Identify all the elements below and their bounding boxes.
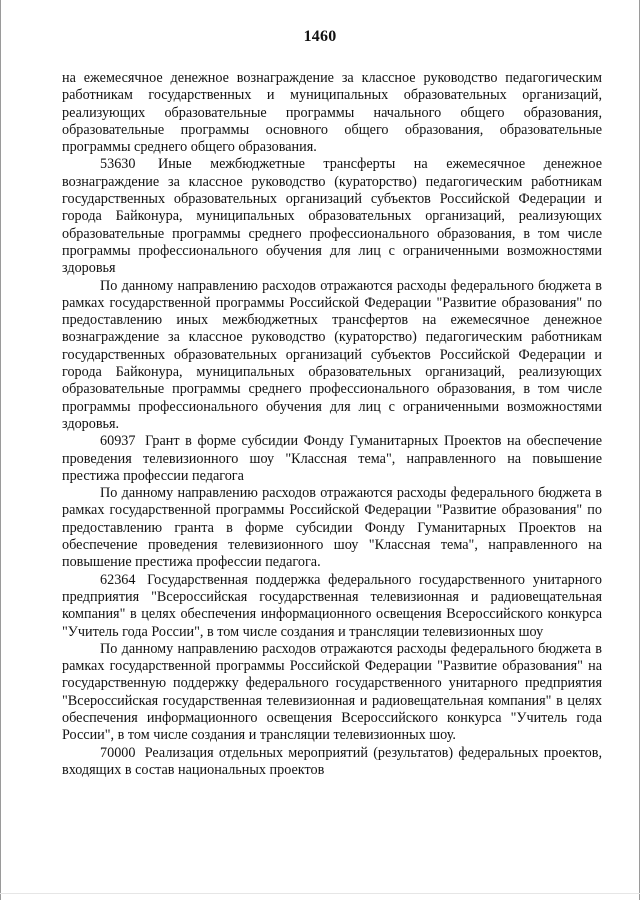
paragraph-text: Иные межбюджетные трансферты на ежемесячное денежное вознаграждение за классное руководство (кураторство) педагогическим работникам государственных образовательных организаций субъектов Российской Федерации и города Байконура, муниципальных образовательных организаций, реализующих образовательные программы среднего профессионального образования, в том числе программы профессионального обучения для лиц с ограниченными возможностями здоровья [62,156,602,277]
paragraph-description [62,278,602,434]
document-body [62,70,602,779]
paragraph-text: Реализация отдельных мероприятий (результатов) федеральных проектов, входящих в состав национальных проектов [62,744,602,778]
paragraph-code-62364 [62,572,602,641]
paragraph-description [62,485,602,571]
expense-code: 60937 [100,433,136,450]
expense-code: 53630 [100,156,136,173]
expense-code: 62364 [100,571,136,588]
paragraph-text: По данному направлению расходов отражаются расходы федерального бюджета в рамках государственной программы Российской Федерации "Развитие образования" по предоставлению гранта в форме субсидии Фонду Гуманитарных Проектов на обеспечение проведения телевизионного шоу "Классная тема", направленного на повышение престижа профессии педагога. [62,485,602,571]
paragraph-description [62,641,602,745]
paragraph-code-70000 [62,745,602,780]
paragraph-continuation [62,70,602,156]
scan-bottom-edge [0,893,640,900]
paragraph-code-60937 [62,433,602,485]
paragraph-text: на ежемесячное денежное вознаграждение за классное руководство педагогическим работникам государственных и муниципальных образовательных организаций, реализующих образовательные программы начального общего образования, образовательные программы основного общего образования, образовательные программы среднего общего образования. [62,70,602,156]
paragraph-text: По данному направлению расходов отражаются расходы федерального бюджета в рамках государственной программы Российской Федерации "Развитие образования" на государственную поддержку федерального государственного унитарного предприятия "Всероссийская государственная телевизионная и радиовещательная компания" в целях обеспечения информационного освещения Всероссийского конкурса "Учитель года России", в том числе создания и трансляции телевизионных шоу. [62,640,602,744]
expense-code: 70000 [100,744,136,761]
page-number: 1460 [303,28,337,45]
paragraph-text: По данному направлению расходов отражаются расходы федерального бюджета в рамках государственной программы Российской Федерации "Развитие образования" по предоставлению иных межбюджетных трансфертов на ежемесячное денежное вознаграждение за классное руководство (кураторство) педагогическим работникам государственных образовательных организаций субъектов Российской Федерации и города Байконура, муниципальных образовательных организаций, реализующих образовательные программы среднего профессионального образования, в том числе программы профессионального обучения для лиц с ограниченными возможностями здоровья. [62,277,602,432]
paragraph-text: Государственная поддержка федерального государственного унитарного предприятия "Всероссийская государственная телевизионная и радиовещательная компания" в целях обеспечения информационного освещения Всероссийского конкурса "Учитель года России", в том числе создания и трансляции телевизионных шоу [62,571,602,640]
paragraph-text: Грант в форме субсидии Фонду Гуманитарных Проектов на обеспечение проведения телевизионного шоу "Классная тема", направленного на повышение престижа профессии педагога [62,433,603,484]
paragraph-code-53630 [62,156,602,277]
